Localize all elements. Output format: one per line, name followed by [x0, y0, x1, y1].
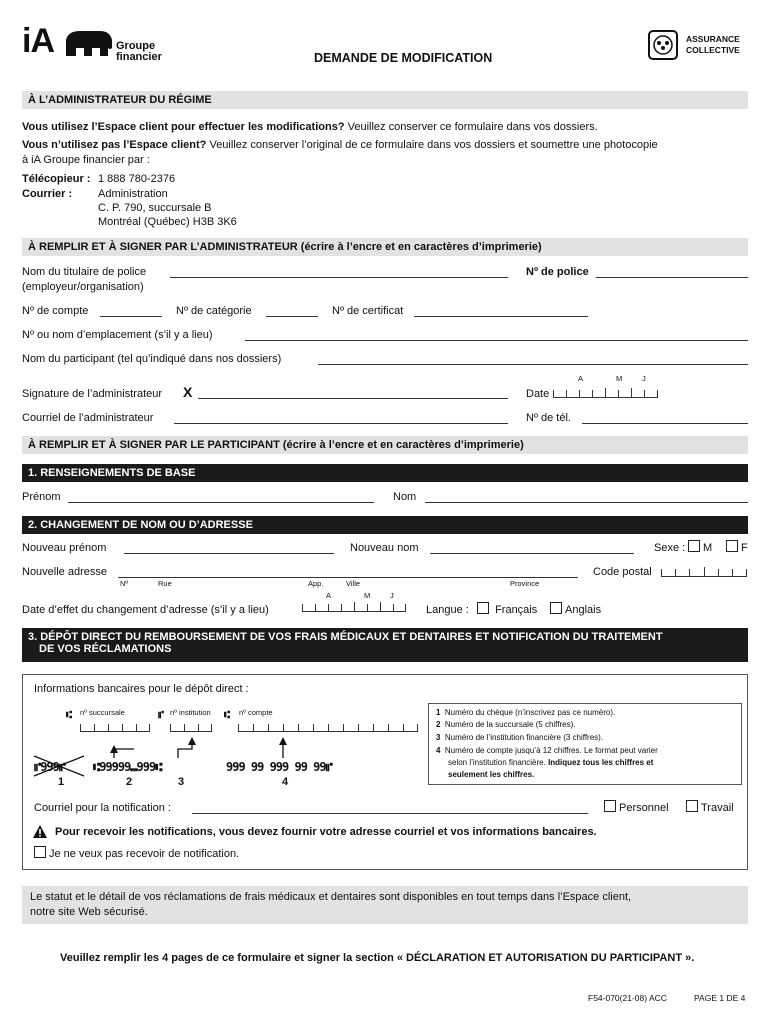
eff-date-a-label: A: [326, 591, 332, 600]
effective-date-label: Date d’effet du changement d’adresse (s’il y a lieu): [22, 604, 269, 616]
section1-heading: 1. RENSEIGNEMENTS DE BASE: [22, 464, 748, 482]
eff-date-m-label: M: [364, 591, 371, 600]
new-last-name-label: Nouveau nom: [350, 542, 419, 554]
account-no-field[interactable]: [100, 316, 162, 317]
form-code: F54-070(21-08) ACC: [588, 993, 667, 1003]
warning-text: Pour recevoir les notifications, vous devez fournir votre adresse courriel et vos informations bancaires.: [55, 826, 597, 838]
legend-item-4: 4 Numéro de compte jusqu’à 12 chiffres. Le format peut varier: [436, 746, 658, 755]
participant-label: Nom du participant (tel qu’indiqué dans nos dossiers): [22, 353, 282, 365]
policy-no-label: Nº de police: [526, 266, 589, 278]
cheque-micr-branch: ⑆99999⑉999⑆: [93, 760, 162, 774]
addr-province-label: Province: [510, 579, 540, 588]
location-label: Nº ou nom d’emplacement (s’il y a lieu): [22, 329, 213, 341]
date-m-label: M: [616, 374, 623, 383]
admin-section-heading: À L’ADMINISTRATEUR DU RÉGIME: [22, 91, 748, 109]
phone-field[interactable]: [582, 423, 748, 424]
admin-signature-field[interactable]: [198, 398, 508, 399]
mail-line3: Montréal (Québec) H3B 3K6: [98, 216, 237, 228]
account-no-label: Nº de compte: [22, 305, 89, 317]
category-no-label: Nº de catégorie: [176, 305, 252, 317]
legend-item-3: 3 Numéro de l’institution financière (3 chiffres).: [436, 733, 604, 742]
addr-street-label: Rue: [158, 579, 172, 588]
work-email-option[interactable]: Travail: [686, 800, 734, 814]
mail-line1: Administration: [98, 188, 168, 200]
badge-icon: [648, 30, 678, 60]
cheque-micr-account: 999 99 999 99 99⑈: [226, 760, 332, 774]
mail-label: Courrier :: [22, 188, 73, 200]
admin-email-label: Courriel de l’administrateur: [22, 412, 154, 424]
info-line2: notre site Web sécurisé.: [30, 906, 148, 918]
marker-1: 1: [58, 776, 65, 788]
certificate-no-field[interactable]: [414, 316, 588, 317]
lang-fr-option[interactable]: Français: [477, 602, 537, 616]
strike-through-icon: [32, 752, 86, 778]
certificate-no-label: Nº de certificat: [332, 305, 404, 317]
addr-no-label: Nº: [120, 579, 129, 588]
notif-email-label: Courriel pour la notification :: [34, 802, 171, 814]
participant-field[interactable]: [318, 364, 748, 365]
fill-participant-heading: À REMPLIR ET À SIGNER PAR LE PARTICIPANT (écrire à l’encre et en caractères d’imprimerie): [22, 436, 748, 454]
warning-icon: [33, 825, 47, 838]
language-label: Langue :: [426, 604, 469, 616]
fill-admin-heading: À REMPLIR ET À SIGNER PAR L’ADMINISTRATEUR (écrire à l’encre et en caractères d’imprimerie): [22, 238, 748, 256]
logo-financier: financier: [116, 51, 162, 63]
elephant-logo-icon: [62, 28, 114, 60]
sex-label: Sexe :: [654, 542, 686, 554]
legend-item-2: 2 Numéro de la succursale (5 chiffres).: [436, 720, 576, 729]
postal-code-field[interactable]: [661, 567, 747, 577]
sex-m-option[interactable]: M: [688, 540, 712, 554]
policy-no-field[interactable]: [596, 277, 748, 278]
page-title: DEMANDE DE MODIFICATION: [314, 51, 493, 65]
work-checkbox[interactable]: [686, 800, 698, 812]
postal-code-label: Code postal: [593, 566, 652, 578]
lang-en-checkbox[interactable]: [550, 602, 562, 614]
institution-field[interactable]: [170, 722, 212, 732]
lang-fr-checkbox[interactable]: [477, 602, 489, 614]
footer-instruction: Veuillez remplir les 4 pages de ce formulaire et signer la section « DÉCLARATION ET AUTORISATION DU PARTICIPANT ».: [60, 952, 695, 964]
first-name-label: Prénom: [22, 491, 61, 503]
marker-2: 2: [126, 776, 133, 788]
date-j-label: J: [642, 374, 646, 383]
arrow-up-icon: [108, 733, 138, 759]
new-first-name-label: Nouveau prénom: [22, 542, 107, 554]
legend-item-1: 1 Numéro du chèque (n’inscrivez pas ce numéro).: [436, 708, 616, 717]
last-name-label: Nom: [393, 491, 417, 503]
first-name-field[interactable]: [68, 502, 374, 503]
no-notif-checkbox[interactable]: [34, 846, 46, 858]
sex-f-option[interactable]: F: [726, 540, 748, 554]
branch-label: nº succursale: [80, 708, 125, 717]
policyholder-sub: (employeur/organisation): [22, 281, 144, 293]
fax-label: Télécopieur :: [22, 173, 91, 185]
logo-ia: iA: [22, 22, 54, 60]
account-field[interactable]: [238, 722, 418, 732]
policyholder-field[interactable]: [170, 277, 508, 278]
addr-city-label: Ville: [346, 579, 361, 588]
account-label: nº compte: [239, 708, 273, 717]
micr-symbol-1: ⑆: [66, 710, 72, 721]
location-field[interactable]: [245, 340, 748, 341]
addr-apt-label: App.: [308, 579, 324, 588]
company-logo: [22, 22, 172, 66]
notif-email-field[interactable]: [192, 813, 588, 814]
micr-symbol-2: ⑈: [158, 710, 164, 721]
lang-en-option[interactable]: Anglais: [550, 602, 601, 616]
info-line1: Le statut et le détail de vos réclamations de frais médicaux et dentaires sont disponibles en tout temps dans l’Espace client,: [30, 891, 632, 903]
branch-field[interactable]: [80, 722, 150, 732]
logo-groupe: Groupe: [116, 40, 156, 52]
admin-date-field[interactable]: [553, 388, 658, 398]
date-label: Date: [526, 388, 550, 400]
cheque-micr-number: ⑈999⑈: [34, 760, 66, 774]
arrow-up-icon: [172, 733, 198, 759]
badge-line2: COLLECTIVE: [686, 45, 740, 55]
personal-email-option[interactable]: Personnel: [604, 800, 669, 814]
admin-q1: Vous utilisez l’Espace client pour effectuer les modifications? Veuillez conserver ce formulaire dans vos dossiers.: [22, 121, 598, 133]
badge-line1: ASSURANCE: [686, 34, 740, 44]
sex-m-checkbox[interactable]: [688, 540, 700, 552]
admin-signature-label: Signature de l’administrateur: [22, 388, 163, 400]
personal-checkbox[interactable]: [604, 800, 616, 812]
last-name-field[interactable]: [425, 502, 748, 503]
legend-item-4-cont: selon l’institution financière. Indiquez tous les chiffres et: [448, 758, 654, 767]
bank-info-label: Informations bancaires pour le dépôt direct :: [34, 683, 249, 695]
institution-label: nº institution: [170, 708, 211, 717]
fax-value: 1 888 780-2376: [98, 173, 176, 185]
mail-line2: C. P. 790, succursale B: [98, 202, 212, 214]
date-a-label: A: [578, 374, 584, 383]
marker-4: 4: [282, 776, 289, 788]
sex-f-checkbox[interactable]: [726, 540, 738, 552]
eff-date-j-label: J: [390, 591, 394, 600]
no-notif-option[interactable]: Je ne veux pas recevoir de notification.: [34, 846, 239, 860]
page-number: PAGE 1 DE 4: [694, 993, 746, 1003]
policyholder-label: Nom du titulaire de police: [22, 266, 147, 278]
admin-q2-cont: à iA Groupe financier par :: [22, 154, 150, 166]
new-address-field[interactable]: [118, 577, 578, 578]
phone-label: Nº de tél.: [526, 412, 571, 424]
micr-symbol-3: ⑆: [224, 710, 230, 721]
legend-item-4-cont2: seulement les chiffres.: [448, 770, 535, 779]
new-last-name-field[interactable]: [430, 553, 634, 554]
admin-email-field[interactable]: [174, 423, 508, 424]
arrow-up-icon: [270, 733, 296, 759]
marker-3: 3: [178, 776, 185, 788]
effective-date-field[interactable]: [302, 602, 406, 612]
new-first-name-field[interactable]: [124, 553, 334, 554]
new-address-label: Nouvelle adresse: [22, 566, 107, 578]
category-no-field[interactable]: [266, 316, 318, 317]
section2-heading: 2. CHANGEMENT DE NOM OU D’ADRESSE: [22, 516, 748, 534]
section3-heading: 3. DÉPÔT DIRECT DU REMBOURSEMENT DE VOS FRAIS MÉDICAUX ET DENTAIRES ET NOTIFICATION DU TRAITEMENT DE VOS RÉCLAMATIONS: [22, 628, 748, 662]
admin-q2: Vous n’utilisez pas l’Espace client? Veuillez conserver l’original de ce formulaire dans vos dossiers et soumettre une photocopie: [22, 139, 658, 151]
signature-x: X: [183, 384, 193, 400]
